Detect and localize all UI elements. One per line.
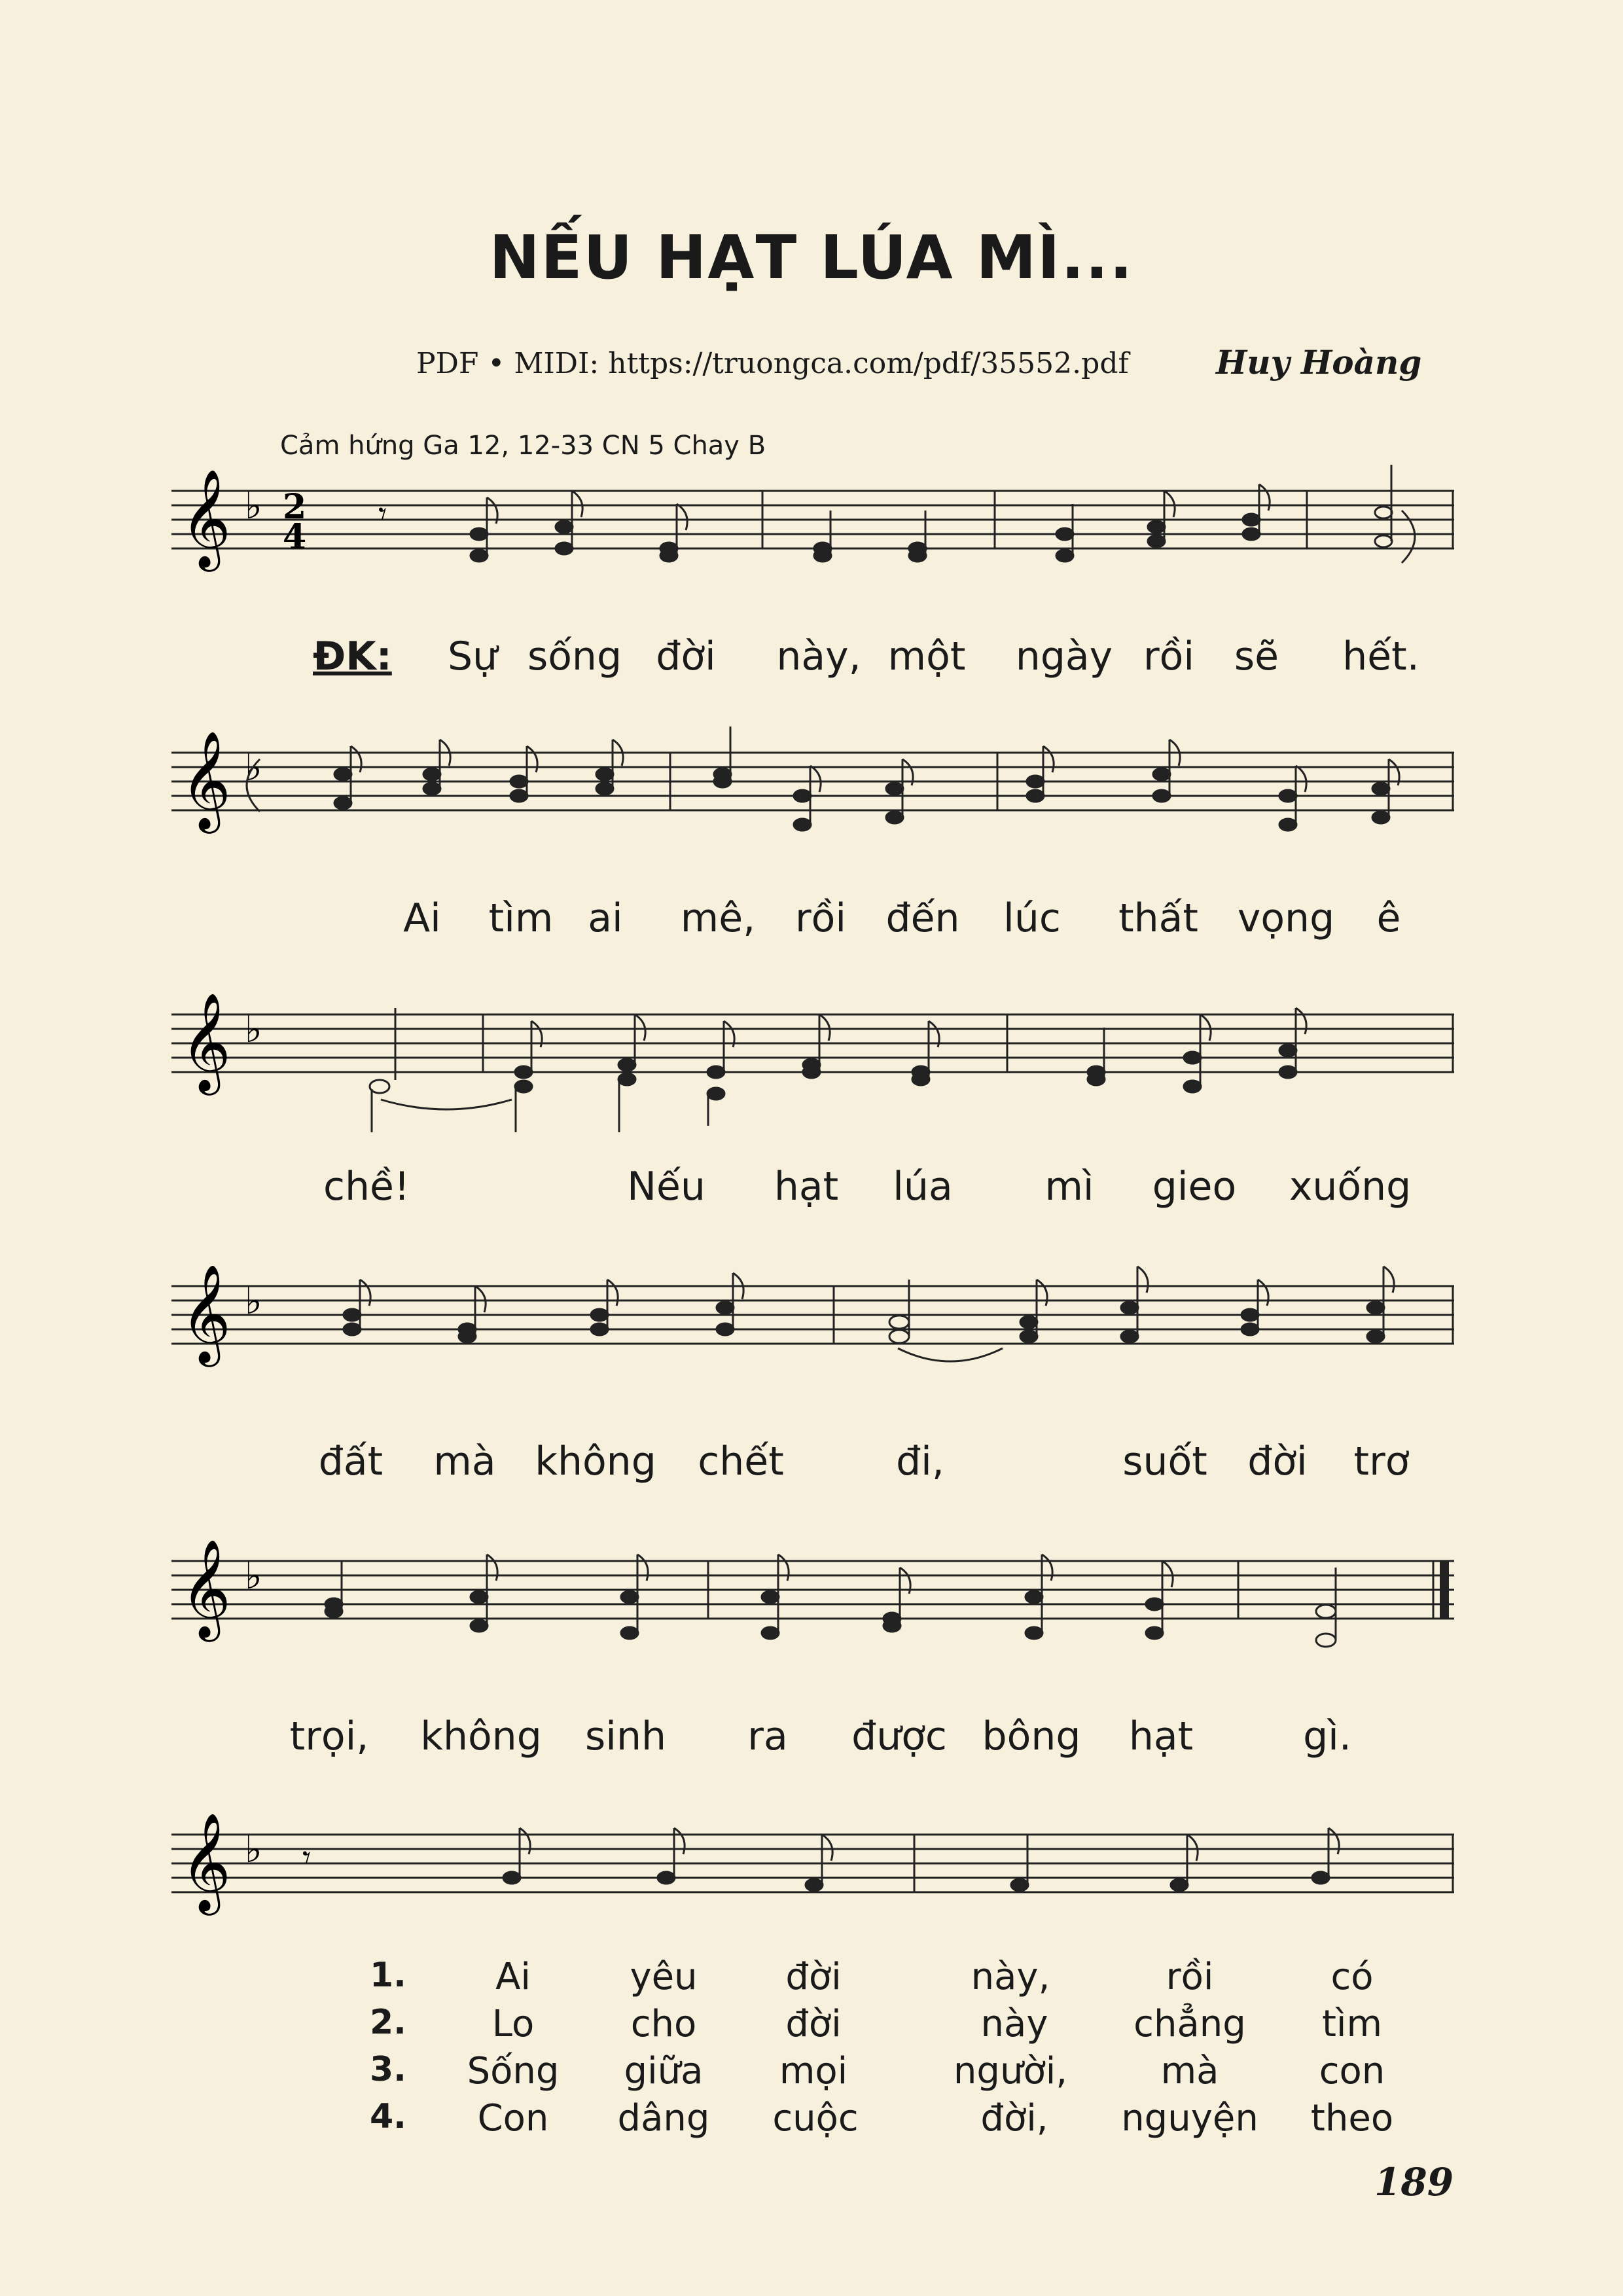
refrain-label: ĐK: — [313, 634, 392, 679]
verse-number: 2. — [370, 2003, 406, 2042]
lyric-word: không — [535, 1439, 656, 1484]
verse-word: cho — [630, 2003, 697, 2045]
treble-clef-icon: 𝄞 — [181, 1538, 231, 1638]
verse-word: rồi — [1166, 1956, 1214, 1998]
lyric-word: không — [420, 1713, 542, 1759]
lyric-word: này, — [776, 634, 861, 679]
eighth-rest-icon: 𝄾 — [302, 1839, 312, 1876]
verse-word: Lo — [491, 2003, 535, 2045]
lyric-word: tìm — [488, 895, 554, 941]
verse-word: Ai — [495, 1956, 531, 1998]
lyric-word: Ai — [403, 895, 441, 941]
verse-word: này, — [971, 1956, 1050, 1998]
staff-5 — [171, 1538, 1454, 1646]
lyric-word: sinh — [585, 1713, 666, 1759]
lyric-word: mê, — [680, 895, 756, 941]
flat-icon: ♭ — [245, 1555, 262, 1598]
composer-name: Huy Hoàng — [1216, 343, 1422, 382]
lyric-word: gì. — [1303, 1713, 1351, 1759]
treble-clef-icon: 𝄞 — [181, 992, 231, 1091]
verse-word: yêu — [630, 1956, 698, 1998]
flat-icon: ♭ — [245, 1829, 262, 1871]
verse-word: chẳng — [1133, 2003, 1246, 2045]
staff-2 — [171, 730, 1454, 838]
lyric-word: đến — [885, 895, 960, 941]
verse-word: có — [1330, 1956, 1374, 1998]
verse-word: Con — [477, 2097, 549, 2140]
verse-word: theo — [1310, 2097, 1394, 2140]
lyric-word: đất — [318, 1439, 383, 1484]
page-number: 189 — [1374, 2160, 1454, 2204]
page-title: NẾU HẠT LÚA MÌ... — [489, 223, 1134, 293]
lyric-word: đi, — [896, 1439, 944, 1484]
lyric-word: lúc — [1003, 895, 1061, 941]
lyric-word: ê — [1376, 895, 1401, 941]
verse-word: này — [980, 2003, 1048, 2045]
staff-3 — [171, 992, 1454, 1100]
verse-number: 1. — [370, 1956, 406, 1995]
verse-word: tìm — [1321, 2003, 1383, 2045]
lyric-word: ngày — [1015, 634, 1113, 679]
lyric-word: sẽ — [1234, 634, 1279, 679]
flat-icon: ♭ — [245, 1009, 262, 1051]
treble-clef-icon: 𝄞 — [181, 468, 231, 567]
lyric-word: đời — [1247, 1439, 1308, 1484]
lyric-word: trơ — [1353, 1439, 1410, 1484]
verse-word: mọi — [779, 2050, 848, 2092]
flat-icon: ♭ — [245, 485, 262, 528]
lyric-word: một — [887, 634, 966, 679]
lyric-word: hết. — [1342, 634, 1419, 679]
lyric-word: rồi — [1143, 634, 1195, 679]
verse-word: nguyện — [1121, 2097, 1258, 2140]
verse-word: giữa — [624, 2050, 704, 2092]
lyric-word: xuống — [1289, 1164, 1412, 1210]
lyric-word: ai — [588, 895, 623, 941]
time-signature-top: 2 — [283, 487, 307, 527]
verse-word: đời — [785, 1956, 842, 1998]
lyric-word: thất — [1118, 895, 1198, 941]
time-signature-bottom: 4 — [283, 517, 307, 557]
staff-6 — [171, 1812, 1454, 1920]
lyric-word: mì — [1044, 1164, 1094, 1210]
verse-word: dâng — [617, 2097, 710, 2140]
treble-clef-icon: 𝄞 — [181, 1812, 231, 1911]
verse-word: đời — [785, 2003, 842, 2045]
lyric-word: suốt — [1122, 1439, 1207, 1484]
eighth-rest-icon: 𝄾 — [378, 495, 387, 533]
lyric-word: ra — [747, 1713, 788, 1759]
inspiration-note: Cảm hứng Ga 12, 12-33 CN 5 Chay B — [280, 431, 766, 461]
lyric-word: bông — [982, 1713, 1081, 1759]
lyric-word: rồi — [794, 895, 847, 941]
verse-word: cuộc — [772, 2097, 859, 2140]
verse-word: đời, — [980, 2097, 1048, 2140]
lyric-word: vọng — [1237, 895, 1335, 941]
lyric-word: được — [851, 1713, 947, 1759]
treble-clef-icon: 𝄞 — [181, 1263, 231, 1363]
lyric-word: Nếu — [627, 1164, 705, 1210]
verse-number: 4. — [370, 2097, 406, 2136]
lyric-word: lúa — [893, 1164, 953, 1210]
verse-word: mà — [1160, 2050, 1219, 2092]
verse-number: 3. — [370, 2050, 406, 2089]
verse-word: người, — [953, 2050, 1068, 2092]
flat-icon: ♭ — [245, 1280, 262, 1323]
lyric-word: sống — [527, 634, 622, 679]
staff-1 — [171, 468, 1454, 576]
lyric-word: đời — [656, 634, 716, 679]
final-barline — [1440, 1561, 1449, 1619]
lyric-word: mà — [433, 1439, 496, 1484]
lyric-word: hạt — [1128, 1713, 1194, 1759]
lyric-word: chết — [698, 1439, 784, 1484]
lyric-word: chề! — [323, 1164, 410, 1210]
lyric-word: gieo — [1152, 1164, 1237, 1210]
treble-clef-icon: 𝄞 — [181, 730, 231, 829]
staff-4 — [171, 1263, 1454, 1371]
lyric-word: Sự — [447, 634, 498, 679]
flat-icon: ♭ — [245, 747, 262, 789]
lyric-word: trọi, — [289, 1713, 369, 1759]
verse-word: Sống — [467, 2050, 560, 2092]
verse-word: con — [1319, 2050, 1385, 2092]
lyric-word: hạt — [774, 1164, 839, 1210]
source-link[interactable]: PDF • MIDI: https://truongca.com/pdf/35552.pdf — [416, 347, 1129, 380]
